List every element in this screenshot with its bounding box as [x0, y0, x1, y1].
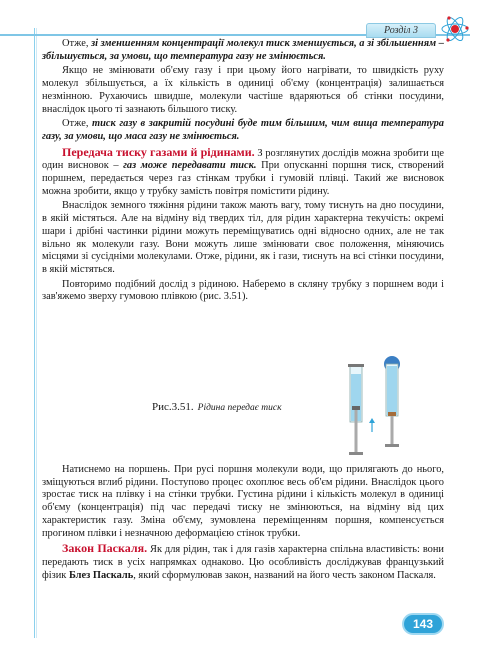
- paragraph-7: Натиснемо на поршень. При русі поршня молекули води, що прилягають до нього, зміщуються вглиб рідини. Поступово процес охоплює весь об'єм рідини. Внаслідок цього зростає тиск на плівку і на стінки трубки. Густина рідини і кількість молекул в одиниці об'єму (концентрація) під час передачі тиску не змінюються, на відміну від цих характеристик газу. Зміна об'єму, зумовлена переміщенням поршня, компенсується прогином плівки і незначною деформацією стінок трубки.: [42, 464, 444, 539]
- heading-pressure-transfer: Передача тиску газами й рідинами.: [62, 144, 255, 159]
- p8-text-a: Як для рідин, так і для газів характерна спільна властивість: вони передають тиск в усіх напрямках однаково. Цю особливість досліджував французький фізик: [42, 544, 444, 581]
- figure-3-51: [42, 344, 444, 464]
- paragraph-8: [42, 542, 444, 582]
- paragraph-3: [42, 118, 444, 143]
- p3-emphasis: тиск газу в закритій посудині буде тим більшим, чим вища температура газу, за умови, що маса газу не змінюється.: [42, 118, 444, 142]
- paragraph-6: Повторимо подібний дослід з рідиною. Наберемо в скляну трубку з поршнем води і зав'яжемо зверху гумовою плівкою (рис. 3.51).: [42, 278, 444, 303]
- p4-emphasis: газ може передавати тиск.: [123, 160, 257, 172]
- atom-icon: [440, 14, 470, 44]
- figure-caption: [152, 401, 282, 413]
- paragraph-4: [42, 146, 444, 199]
- p4-text-a: З розглянутих дослідів можна зробити ще один висновок –: [42, 147, 444, 172]
- syringe-illustration: [332, 344, 432, 458]
- page-number: 143: [402, 613, 444, 635]
- figure-number: Рис.3.51.: [152, 401, 194, 413]
- left-margin-rule-light: [36, 28, 37, 638]
- left-margin-rule: [34, 28, 35, 638]
- section-label: Розділ 3: [366, 23, 436, 38]
- p4-text-c: При опусканні поршня тиск, створений поршнем, передається через газ стінкам трубки і гумовій плівці. Такий же висновок можна зробити, якщо у трубку замість повітря помістити рідину.: [42, 160, 444, 197]
- p1-emphasis: зі зменшенням концентрації молекул тиск зменшується, а зі збільшенням – збільшується, за умови, що температура газу не змінюється.: [42, 38, 444, 62]
- lower-text-block: [42, 464, 444, 584]
- p8-text-c: , який сформулював закон, названий на його честь законом Паскаля.: [133, 569, 436, 581]
- paragraph-2: Якщо не змінювати об'єму газу і при цьому його нагрівати, то швидкість руху молекул збільшується, а їх кількість в одиниці об'єму (концентрація) залишається незмінною. Рухаючись швидше, молекули частіше вдаряються об стінки посудини, внаслідок цього ті зазнають більшого тиску.: [42, 65, 444, 115]
- paragraph-5: Внаслідок земного тяжіння рідини також мають вагу, тому тиснуть на дно посудини, в якій містяться. Але на відміну від твердих тіл, для рідин характерна текучість: окремі шари і дрібні частинки рідини можуть переміщуватись одні відносно одних, але не так вільно як молекули газу. Вони можуть лише змінювати своє положення, міняючись місцями зі сусідніми молекулами. Отже, рідини, як і гази, тиснуть на всі стінки посудини, в якій містяться.: [42, 200, 444, 275]
- upper-text-block: [42, 38, 444, 306]
- p3-text: Отже,: [62, 118, 93, 130]
- paragraph-1: [42, 38, 444, 63]
- pascal-name: Блез Паскаль: [68, 569, 134, 581]
- figure-title: Рідина передає тиск: [197, 403, 282, 413]
- heading-pascal-law: Закон Паскаля.: [62, 541, 148, 556]
- p1-text: Отже,: [62, 38, 92, 49]
